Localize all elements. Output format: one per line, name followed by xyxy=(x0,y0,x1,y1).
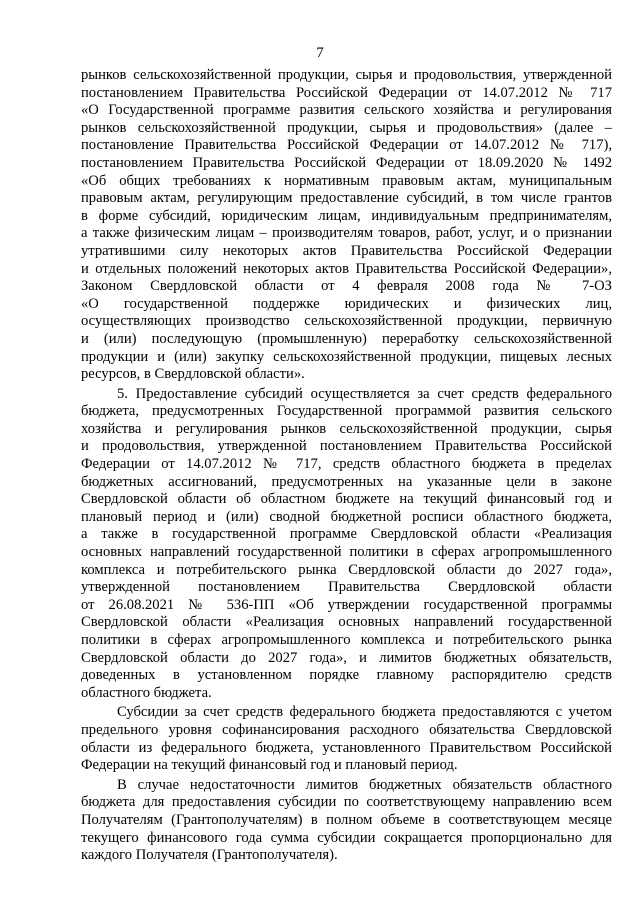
text-line: а также физическим лицам – производителям товаров, работ, услуг, и о признании xyxy=(81,225,612,242)
text-line: утратившими силу некоторых актов Правительства Российской Федерации xyxy=(81,242,612,259)
text-line: областного бюджета. xyxy=(81,684,212,701)
text-line: текущего финансового года сумма субсидии сокращается пропорционально для xyxy=(81,829,612,846)
text-line: Получателям (Грантополучателям) в полном объеме в соответствующем месяце xyxy=(81,811,612,828)
text-line: и отдельных положений некоторых актов Правительства Российской Федерации», xyxy=(81,260,612,277)
paragraph xyxy=(81,704,612,774)
text-line: плановый период и (или) сводной бюджетной росписи областного бюджета, xyxy=(81,508,612,525)
text-line: Свердловской области об областном бюджете на текущий финансовый год и xyxy=(81,491,612,508)
text-line: правовым актам, регулирующим предоставление субсидий, в том числе грантов xyxy=(81,190,612,207)
text-line: постановлением Правительства Российской Федерации от 14.07.2012 № 717 xyxy=(81,84,612,101)
text-line: Свердловской области до 2027 года», и лимитов бюджетных обязательств, xyxy=(81,649,612,666)
text-line: области из федерального бюджета, установленного Правительством Российской xyxy=(81,739,612,756)
text-line: рынков сельскохозяйственной продукции, сырья и продовольствия» (далее – xyxy=(81,119,612,136)
text-line: бюджетных ассигнований, предусмотренных на указанные цели в законе xyxy=(81,473,612,490)
text-line: В случае недостаточности лимитов бюджетных обязательств областного xyxy=(117,776,612,793)
page-number: 7 xyxy=(316,45,324,61)
text-line: Законом Свердловской области от 4 февраля 2008 года № 7-ОЗ xyxy=(81,278,612,295)
text-line: Федерации на текущий финансовый год и плановый период. xyxy=(81,757,458,774)
text-line: от 26.08.2021 № 536-ПП «Об утверждении государственной программы xyxy=(81,596,612,613)
text-line: рынков сельскохозяйственной продукции, сырья и продовольствия, утвержденной xyxy=(81,67,612,83)
text-line: комплекса и потребительского рынка Свердловской области до 2027 года», xyxy=(81,561,612,578)
text-line: постановление Правительства Российской Федерации от 14.07.2012 № 717), xyxy=(81,137,612,154)
text-line: предельного уровня софинансирования расходного обязательства Свердловской xyxy=(81,721,612,738)
text-line: «О Государственной программе развития сельского хозяйства и регулирования xyxy=(81,102,612,119)
text-line: Федерации от 14.07.2012 № 717, средств областного бюджета в пределах xyxy=(81,456,612,473)
paragraph xyxy=(81,777,612,865)
text-line: бюджета, предусмотренных Государственной программой развития сельского xyxy=(81,403,612,420)
paragraph xyxy=(81,386,612,703)
document-body xyxy=(81,67,612,865)
text-line: и (или) последующую (промышленную) переработку сельскохозяйственной xyxy=(81,330,612,347)
text-line: продукции и (или) закупку сельскохозяйственной продукции, пищевых лесных xyxy=(81,348,612,365)
text-line: каждого Получателя (Грантополучателя). xyxy=(81,847,338,864)
text-line: основных направлений государственной политики в сферах агропромышленного xyxy=(81,544,612,561)
text-line: постановлением Правительства Российской Федерации от 18.09.2020 № 1492 xyxy=(81,154,612,171)
text-line: и продовольствия, утвержденной постановлением Правительства Российской xyxy=(81,438,612,455)
text-line: Свердловской области «Реализация основных направлений государственной xyxy=(81,614,612,631)
text-line: в форме субсидий, юридическим лицам, индивидуальным предпринимателям, xyxy=(81,207,612,224)
text-line: ресурсов, в Свердловской области». xyxy=(81,366,305,383)
text-line: «О государственной поддержке юридических и физических лиц, xyxy=(81,295,612,312)
text-line: осуществляющих производство сельскохозяйственной продукции, первичную xyxy=(81,313,612,330)
text-line: «Об общих требованиях к нормативным правовым актам, муниципальным xyxy=(81,172,612,189)
text-line: а также в государственной программе Свердловской области «Реализация xyxy=(81,526,612,543)
text-line: доведенных в установленном порядке главному распорядителю средств xyxy=(81,667,612,684)
text-line: политики в сферах агропромышленного комплекса и потребительского рынка xyxy=(81,632,612,648)
text-line: утвержденной постановлением Правительства Свердловской области xyxy=(81,579,612,596)
paragraph xyxy=(81,67,612,384)
text-line: хозяйства и регулирования рынков сельскохозяйственной продукции, сырья xyxy=(81,420,612,437)
text-line: 5. Предоставление субсидий осуществляется за счет средств федерального xyxy=(117,385,612,402)
text-line: Субсидии за счет средств федерального бюджета предоставляются с учетом xyxy=(117,704,612,721)
text-line: бюджета для предоставления субсидии по соответствующему направлению всем xyxy=(81,794,612,811)
